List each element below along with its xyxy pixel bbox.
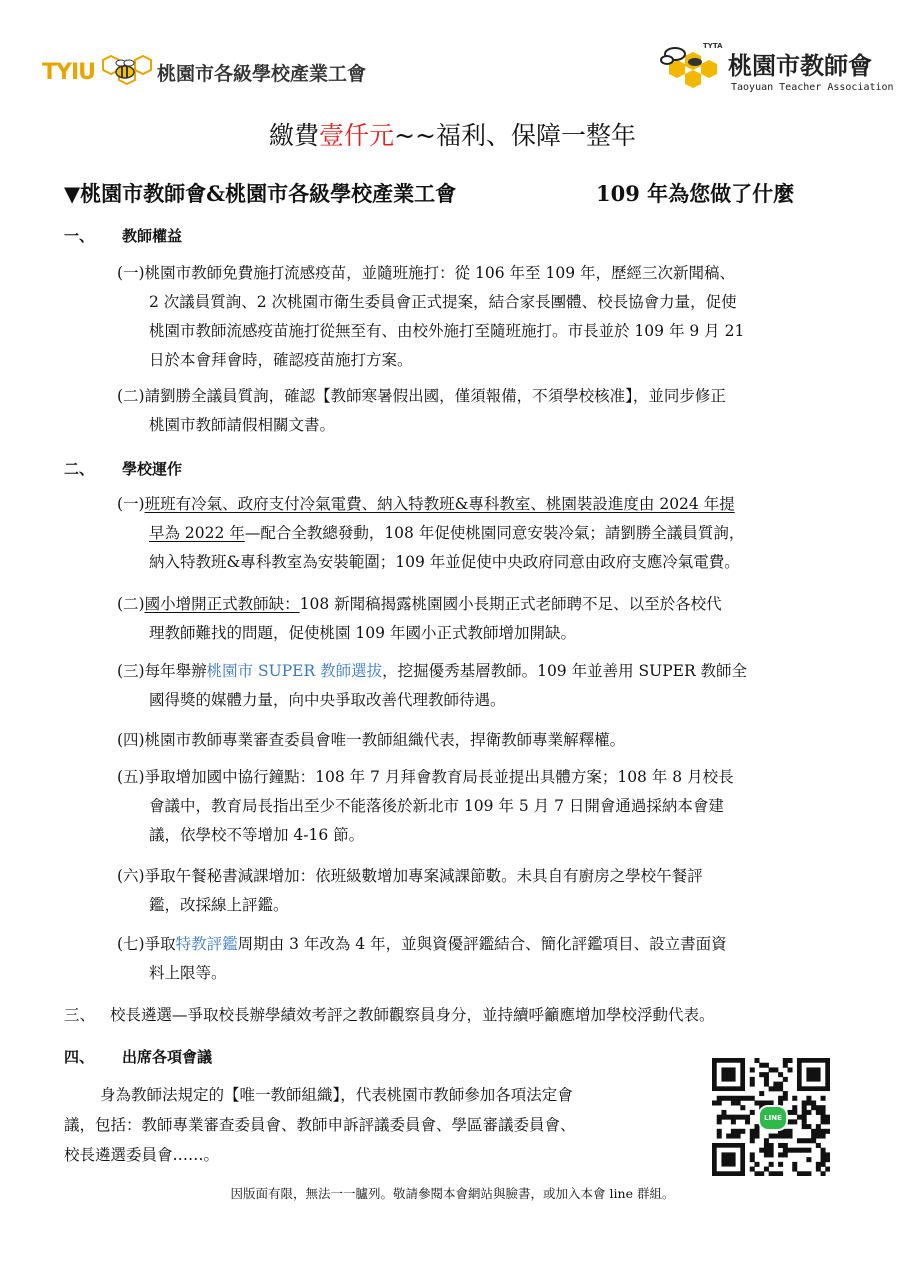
item-number: (二) [117, 387, 145, 405]
body-text: 校長遴選委員會……。 [64, 1146, 220, 1164]
subtitle [64, 178, 795, 208]
item-text-underlined: 班班有冷氣、政府支付冷氣電費、納入特教班&專科教室、桃園裝設進度由 2024 年提 [144, 495, 735, 513]
list-item [117, 862, 837, 920]
item-text: 日於本會拜會時，確認疫苗施打方案。 [149, 351, 413, 369]
item-text: 爭取 [144, 935, 176, 953]
list-item [117, 259, 837, 375]
line-qr-code[interactable] [712, 1058, 830, 1176]
item-number: (五) [117, 768, 145, 786]
association-english-name: Taoyuan Teacher Association [731, 82, 894, 93]
item-text: 爭取增加國中協行鐘點：108 年 7 月拜會教育局長並提出具體方案；108 年 8 月校長 [144, 768, 734, 786]
item-text: 請劉勝全議員質詢，確認【教師寒暑假出國，僅須報備，不須學校核准】，並同步修正 [144, 387, 726, 405]
association-name: 桃園市教師會 [728, 52, 872, 80]
item-text: ，挖掘優秀基層教師。109 年並善用 SUPER 教師全 [382, 662, 748, 680]
item-number: (三) [117, 662, 145, 680]
item-number: (二) [117, 595, 145, 613]
section-number: 二、 [64, 460, 95, 478]
section-four-body [64, 1080, 684, 1170]
super-teacher-link[interactable]: 桃園市 SUPER 教師選拔 [206, 662, 383, 680]
item-text: 爭取午餐秘書減課增加：依班級數增加專案減課節數。未具自有廚房之學校午餐評 [144, 867, 703, 885]
item-text: 鑑，改採線上評鑑。 [149, 896, 289, 914]
association-logo [655, 40, 894, 100]
section-title: 學校運作 [122, 460, 183, 478]
special-ed-evaluation-link[interactable]: 特教評鑑 [175, 935, 238, 953]
union-name: 桃園市各級學校產業工會 [157, 62, 367, 85]
item-text: 桃園市教師流感疫苗施打從無至有、由校外施打至隨班施打。市長並於 109 年 9 月 21 [149, 322, 745, 340]
item-text: 桃園市教師專業審查委員會唯一教師組織代表，捍衛教師專業解釋權。 [144, 731, 626, 749]
body-text: 身為教師法規定的【唯一教師組織】，代表桃園市教師參加各項法定會 [100, 1086, 573, 1104]
item-text: 桃園市教師免費施打流感疫苗，並隨班施打：從 106 年至 109 年，歷經三次新聞稿、 [144, 264, 735, 282]
item-text: 納入特教班&專科教室為安裝範圍；109 年並促使中央政府同意由政府支應冷氣電費。 [149, 553, 740, 571]
section-text: 校長遴選—爭取校長辦學績效考評之教師觀察員身分，並持續呼籲應增加學校浮動代表。 [109, 1006, 715, 1024]
list-item [117, 590, 837, 648]
item-number: (一) [117, 264, 145, 282]
item-text: 國得獎的媒體力量，向中央爭取改善代理教師待遇。 [149, 691, 506, 709]
subtitle-left: ▼桃園市教師會&桃園市各級學校產業工會 [64, 181, 457, 206]
item-text: 理教師難找的問題，促使桃園 109 年國小正式教師增加開缺。 [149, 624, 576, 642]
section-title: 教師權益 [122, 227, 183, 245]
title-part1: 繳費 [269, 121, 320, 150]
item-number: (一) [117, 495, 145, 513]
tyta-label: TYTA [703, 42, 723, 50]
list-item [117, 726, 837, 755]
item-text-underlined: 早為 2022 年 [149, 524, 245, 542]
item-text: 周期由 3 年改為 4 年，並與資優評鑑結合、簡化評鑑項目、設立書面資 [237, 935, 727, 953]
item-text: 每年舉辦 [144, 662, 207, 680]
subtitle-right: 109 年為您做了什麼 [596, 181, 795, 206]
section-three [64, 1003, 714, 1025]
tyiu-logo-text: TYIU [42, 59, 95, 85]
list-item [117, 763, 837, 850]
union-logo [42, 52, 366, 92]
list-item [117, 930, 837, 988]
item-text: 桃園市教師請假相關文書。 [149, 416, 336, 434]
item-number: (七) [117, 935, 145, 953]
item-number: (六) [117, 867, 145, 885]
item-text: 料上限等。 [149, 964, 227, 982]
list-item [117, 382, 837, 440]
item-number: (四) [117, 731, 145, 749]
body-text: 議，包括：教師專業審查委員會、教師申訴評議委員會、學區審議委員會、 [64, 1116, 576, 1134]
item-text: 會議中，教育局長指出至少不能落後於新北市 109 年 5 月 7 日開會通過採納本會建 [149, 797, 724, 815]
item-text: 2 次議員質詢、2 次桃園市衛生委員會正式提案，結合家長團體、校長協會力量，促使 [149, 293, 737, 311]
list-item [117, 657, 837, 715]
title-part3: ~~福利、保障一整年 [394, 121, 636, 150]
item-text: —配合全教總發動，108 年促使桃園同意安裝冷氣；請劉勝全議員質詢， [244, 524, 745, 542]
section-number: 一、 [64, 227, 95, 245]
footer-note: 因版面有限，無法一一臚列。敬請參閱本會網站與臉書，或加入本會 line 群組。 [230, 1186, 675, 1201]
list-item [117, 490, 837, 577]
section-number: 四、 [64, 1048, 95, 1066]
item-text: 議，依學校不等增加 4-16 節。 [149, 826, 365, 844]
item-text-underlined: 國小增開正式教師缺： [144, 595, 300, 613]
title-price: 壹仟元 [319, 121, 395, 150]
item-text: 108 新聞稿揭露桃園國小長期正式老師聘不足、以至於各校代 [299, 595, 722, 613]
line-badge-icon: LINE [758, 1105, 788, 1131]
bee-honeycomb-icon [95, 54, 153, 90]
section-number: 三、 [64, 1006, 96, 1024]
section-title: 出席各項會議 [122, 1048, 213, 1066]
page-title [0, 116, 905, 152]
